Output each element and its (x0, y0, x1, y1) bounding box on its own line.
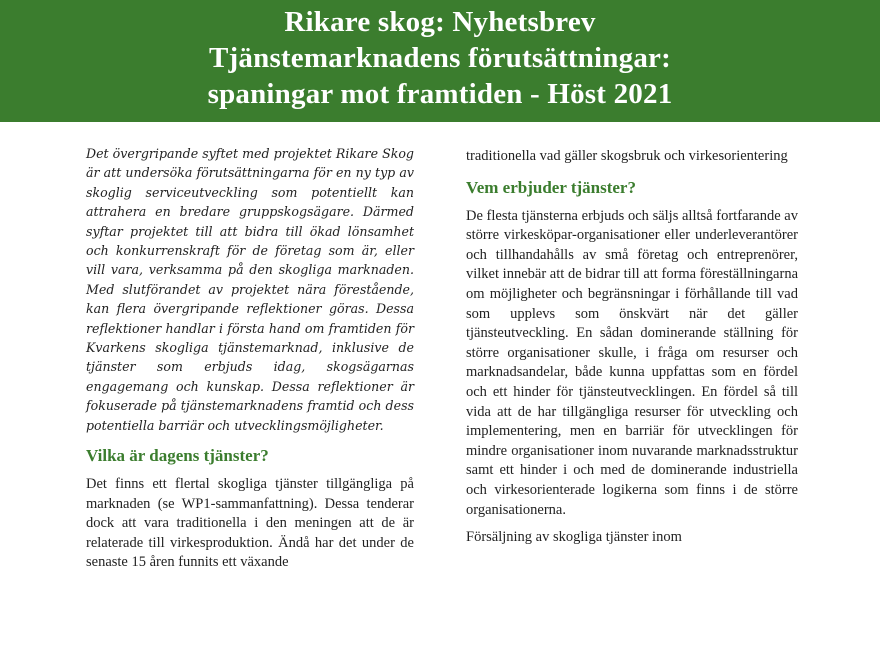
newsletter-header (0, 0, 880, 122)
article-columns (0, 122, 880, 660)
sales-paragraph: Försäljning av skogliga tjänster inom (466, 529, 682, 546)
section-heading-who-offers: Vem erbjuder tjänster? (466, 177, 636, 197)
section-heading-current-services: Vilka är dagens tjänster? (86, 446, 269, 466)
header-title-line-1: Rikare skog: Nyhetsbrev (284, 6, 596, 38)
header-title-line-2: Tjänstemarknadens förutsättningar: (209, 42, 671, 74)
who-offers-paragraph: De flesta tjänsterna erbjuds och säljs alltså fortfarande av större virkesköpar-organisationer eller underleverantörer och tillhandahålls av små företag och entreprenörer, vilket innebär att de bidrar till att forma föreställningarna om möjligheter och begränsningar i förhållande till vad som upplevs som önskvärt när det gäller tjänsteutveckling. En sådan dominerande ställning för större organisationer skulle, i fråga om resurser och marknadsandelar, både kunna uppfattas som en fördel och ett hinder för tjänsteutvecklingen. En fördel så till vida att de har tillgängliga resurser för utveckling och implementering, men en barriär för utvecklingen för mindre organisationer inom nuvarande marknadsstruktur samt ett hinder i och med de dominerande industriella och virkesorienterade logikerna som finns i de större organisationerna. (466, 207, 798, 518)
continued-paragraph: traditionella vad gäller skogsbruk och virkesorientering (466, 148, 788, 164)
left-column (86, 144, 414, 581)
right-column (466, 147, 798, 556)
header-title-line-3: spaningar mot framtiden - Höst 2021 (207, 78, 673, 110)
intro-paragraph: Det övergripande syftet med projektet Rikare Skog är att undersöka förutsättningarna för en ny typ av skoglig serviceutveckling som potentiellt kan attrahera en bredare gruppskogsägare. Därmed syftar projektet till att bidra till ökad lönsamhet och konkurrenskraft för de företag som är, eller vill vara, verksamma på den skogliga marknaden. Med slutförandet av projektet nära förestående, kan flera övergripande reflektioner göras. Dessa reflektioner handlar i första hand om framtiden för Kvarkens skogliga tjänstemarknad, inklusive de tjänster som erbjuds idag, skogsägarnas engagemang och kunskap. Dessa reflektioner är fokuserade på tjänstemarknadens framtid och dess potentiella barriär och utvecklingsmöjligheter. (86, 146, 414, 433)
current-services-paragraph: Det finns ett flertal skogliga tjänster tillgängliga på marknaden (se WP1-sammanfattning). Dessa tenderar dock att vara traditionella i den meningen att de är relaterade till virkesproduktion. Ändå har det under de senaste 15 åren funnits ett växande (86, 476, 414, 571)
